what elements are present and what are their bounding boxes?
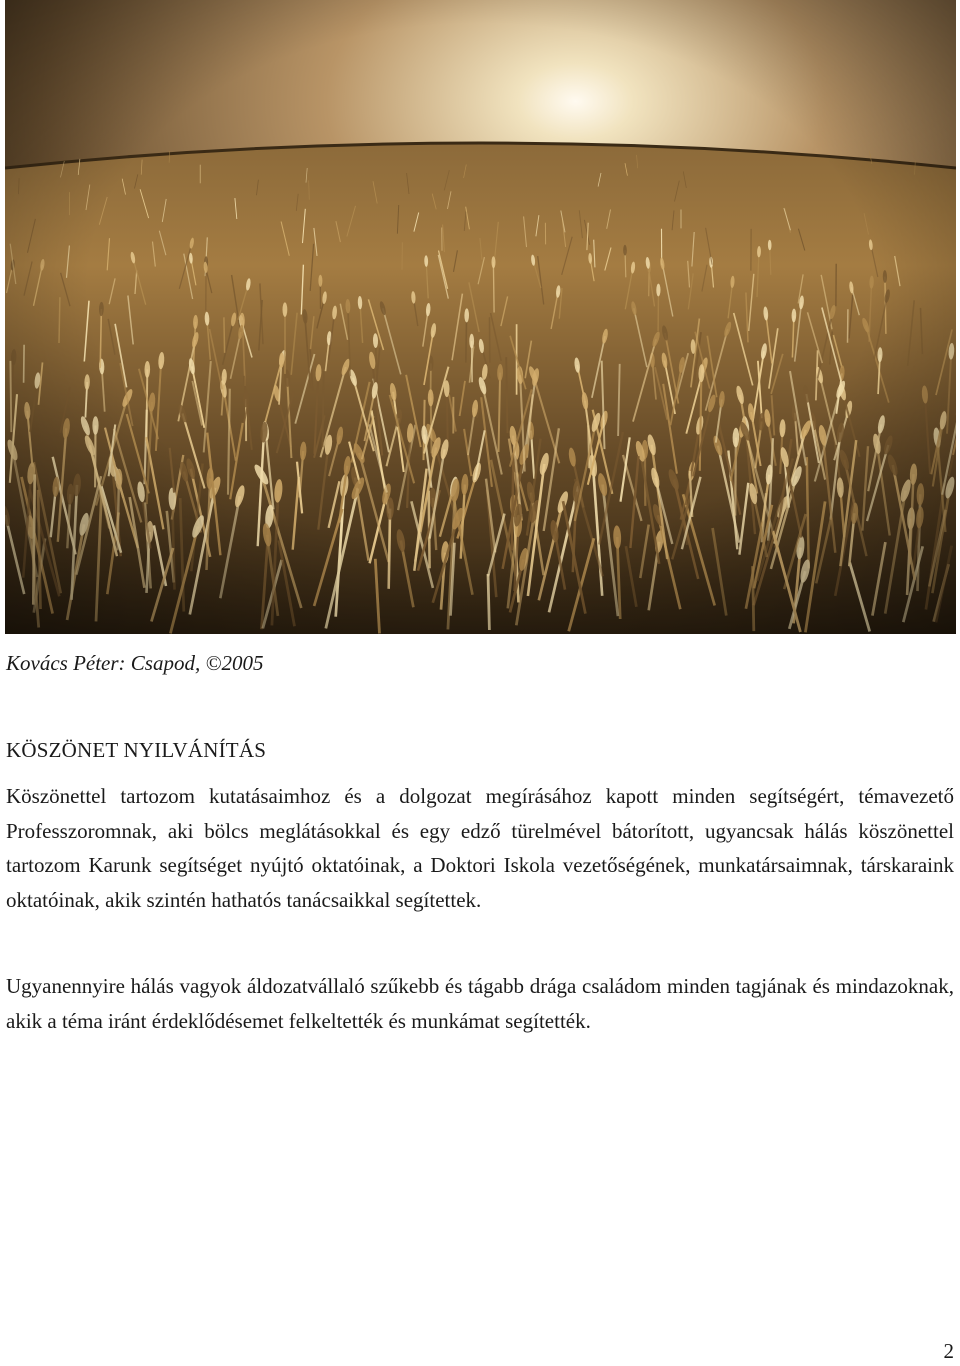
image-caption: Kovács Péter: Csapod, ©2005 [6,651,264,675]
caption-author: Kovács Péter [6,651,119,675]
section-heading: KÖSZÖNET NYILVÁNÍTÁS [6,738,267,762]
caption-title: Csapod [130,651,195,675]
caption-year: 2005 [221,651,264,675]
paragraph-2: Ugyanennyire hálás vagyok áldozatvállaló szűkebb és tágabb drága családom minden tagjának és mindazoknak, akik a téma iránt érdeklődésemet felkeltették és munkámat segítették. [6,974,954,1033]
paragraph-1: Köszönettel tartozom kutatásaimhoz és a dolgozat megírásához kapott minden segítségért, témavezető Professzoromnak, aki bölcs meglátásokkal és egy edző türelmével bátorított, ugyancsak hálás köszönettel tartozom Karunk segítséget nyújtó oktatóinak, a Doktori Iskola vezetőségének, munkatársaimnak, társkaraink oktatóinak, akik szintén hathatós tanácsaikkal segítettek. [6,784,954,912]
page-number: 2 [943,1339,954,1363]
copyright-icon: © [205,651,222,675]
wheat-field-photo [5,0,956,634]
